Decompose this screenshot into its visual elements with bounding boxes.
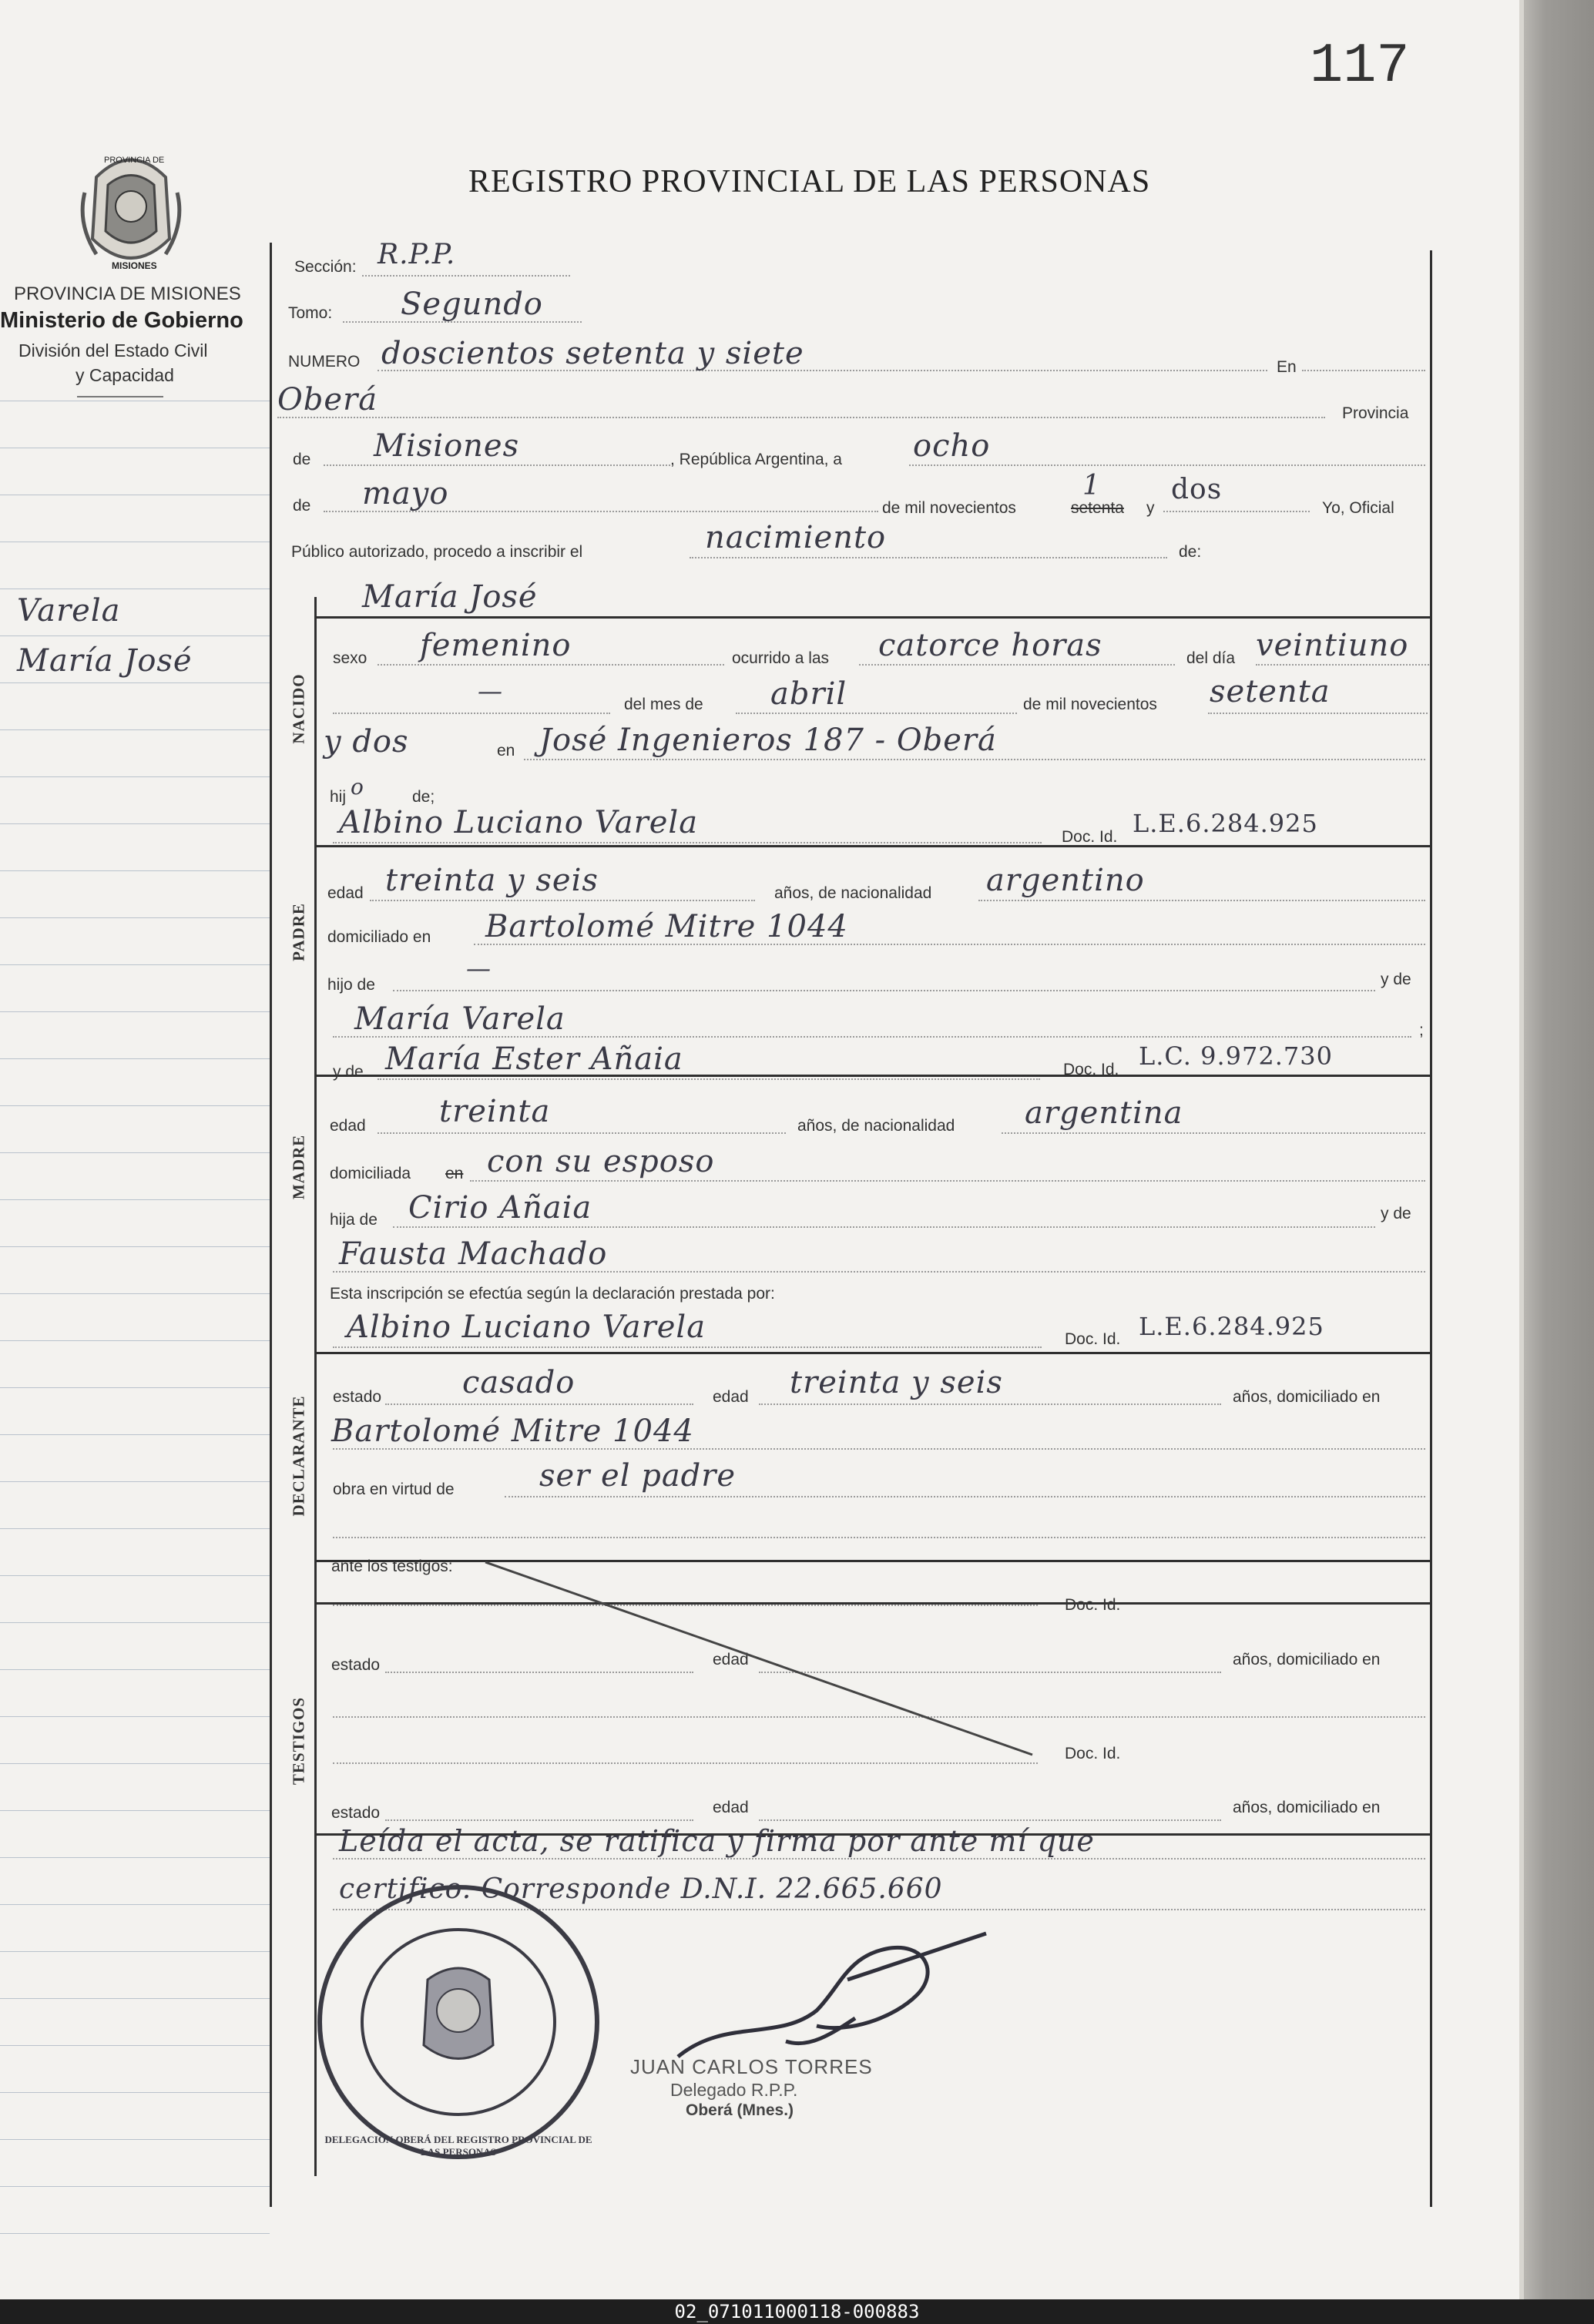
province-label: PROVINCIA DE MISIONES [14, 283, 241, 304]
label-en: En [1277, 358, 1297, 376]
margin-rule [0, 1622, 270, 1623]
label-semicolon: ; [1419, 1021, 1424, 1039]
margin-rule [0, 1951, 270, 1952]
rule-decl-top [314, 1352, 1430, 1354]
label-anos-dom-test1: años, domiciliado en [1233, 1651, 1381, 1668]
side-label-testigos: TESTIGOS [289, 1696, 308, 1786]
value-seccion: R.P.P. [378, 239, 456, 270]
value-madre-nombre: María Ester Añaia [385, 1041, 683, 1077]
label-seccion: Sección: [294, 258, 357, 276]
line-hija-de [393, 1226, 1375, 1228]
margin-rule [0, 1904, 270, 1905]
rule-nacido-top [314, 616, 1430, 619]
margin-rule [0, 1058, 270, 1059]
margin-rule [0, 2186, 270, 2187]
margin-rule [0, 1716, 270, 1717]
margin-rule [0, 2139, 270, 2140]
margin-rule [0, 1340, 270, 1341]
label-de-mil-2: de mil novecientos [1023, 696, 1157, 713]
line-padre-nombre [333, 842, 1042, 843]
value-anio-unit: dos [1171, 474, 1223, 505]
officer-role: Delegado R.P.P. [670, 2080, 798, 2100]
ledger-page-edge [1524, 0, 1594, 2299]
label-obra: obra en virtud de [333, 1481, 455, 1498]
margin-names: María José [17, 643, 193, 679]
page-number: 117 [1310, 35, 1410, 98]
value-numero: doscientos setenta y siete [381, 336, 804, 371]
line-test2-edad [759, 1819, 1221, 1821]
label-doc-id-padre: Doc. Id. [1062, 828, 1118, 846]
label-de-mil: de mil novecientos [882, 499, 1016, 517]
value-anio-dec: setenta [1071, 499, 1124, 517]
label-edad-decl: edad [713, 1388, 749, 1406]
line-padre-edad [370, 900, 755, 901]
value-padre-edad: treinta y seis [385, 863, 599, 898]
value-padre-hijo-de: — [466, 954, 492, 983]
value-anio-nac2: y dos [324, 724, 409, 760]
line-decl-obra [505, 1496, 1425, 1497]
margin-rule [0, 964, 270, 965]
label-ante: ante los testigos: [331, 1558, 453, 1575]
value-decl-nombre: Albino Luciano Varela [347, 1310, 706, 1345]
line-decl-estado [385, 1403, 693, 1405]
line-sexo [378, 664, 724, 666]
value-ciudad: Oberá [277, 382, 378, 418]
line-mes-nac [736, 713, 1017, 714]
value-dia: ocho [913, 428, 991, 464]
rule-padre-top [314, 845, 1430, 847]
label-y-de-padre: y de [1381, 971, 1411, 988]
value-madre-doc: L.C. 9.972.730 [1139, 1041, 1333, 1071]
closing-note-2: certifico. Corresponde D.N.I. 22.665.660 [339, 1873, 943, 1905]
label-en-lugar: en [497, 742, 515, 760]
value-decl-estado: casado [462, 1365, 576, 1400]
value-madre-madre: Fausta Machado [339, 1236, 608, 1272]
value-anio-nac1: setenta [1210, 674, 1331, 709]
margin-rule [0, 635, 270, 636]
margin-rule [0, 1105, 270, 1106]
label-de-1: de [293, 451, 311, 468]
cancellation-stroke [478, 1556, 1048, 1764]
margin-rule [0, 682, 270, 683]
value-provincia: Misiones [374, 428, 520, 464]
margin-surname: Varela [17, 593, 121, 629]
margin-rule [0, 1763, 270, 1764]
ministry-label: Ministerio de Gobierno [0, 308, 243, 333]
label-numero: NUMERO [288, 353, 361, 371]
label-anos-nac-padre: años, de nacionalidad [774, 884, 932, 902]
side-label-padre: PADRE [289, 903, 308, 961]
line-dia [909, 464, 1425, 466]
margin-rule [0, 1387, 270, 1388]
value-lugar-nac: José Ingenieros 187 - Oberá [539, 723, 997, 758]
value-nombre: María José [362, 579, 538, 615]
officer-place: Oberá (Mnes.) [686, 2101, 794, 2119]
label-y-de-madre-2: y de [1381, 1205, 1411, 1222]
label-ocurrido: ocurrido a las [732, 649, 830, 667]
margin-rule [0, 1246, 270, 1247]
value-madre-dom: con su esposo [487, 1144, 715, 1179]
value-dia-nac-dash: — [478, 676, 503, 706]
line-dia-cont [333, 713, 610, 714]
value-padre-doc: L.E.6.284.925 [1133, 809, 1318, 838]
label-del-dia: del día [1186, 649, 1236, 667]
label-de-semicolon: de; [412, 788, 435, 806]
margin-rule [0, 1434, 270, 1435]
margin-rule [0, 1528, 270, 1529]
official-round-stamp [312, 1880, 605, 2165]
line-madre-nac [1002, 1132, 1425, 1134]
margin-rule [0, 2233, 270, 2234]
line-anio-nac [1208, 713, 1428, 714]
line-padre-nac [978, 900, 1425, 901]
seal-arc-text: PROVINCIA DE [104, 156, 165, 165]
label-declaracion: Esta inscripción se efectúa según la declaración prestada por: [330, 1285, 775, 1303]
line-ciudad [277, 417, 1325, 418]
label-de-colon: de: [1179, 543, 1202, 561]
line-madre-edad [378, 1132, 786, 1134]
image-id-footer: 02_071011000118-000883 [0, 2299, 1594, 2324]
label-edad-madre: edad [330, 1117, 366, 1135]
margin-rule [0, 2045, 270, 2046]
label-y-de-madre: y de [333, 1063, 364, 1081]
value-anio-dec-correction: 1 [1082, 470, 1101, 501]
label-edad-test2: edad [713, 1799, 749, 1816]
line-decl-edad [759, 1403, 1221, 1405]
label-y: y [1146, 499, 1155, 517]
line-decl-nombre [333, 1346, 1042, 1348]
line-padre-madre [333, 1036, 1411, 1038]
value-decl-doc: L.E.6.284.925 [1139, 1312, 1324, 1341]
label-edad-padre: edad [327, 884, 364, 902]
label-del-mes: del mes de [624, 696, 703, 713]
margin-rule [0, 1575, 270, 1576]
label-hija-de: hija de [330, 1211, 378, 1229]
line-acto [690, 557, 1167, 558]
margin-rule [0, 1998, 270, 1999]
value-decl-dom: Bartolomé Mitre 1044 [331, 1414, 694, 1449]
value-padre-nombre: Albino Luciano Varela [339, 805, 699, 840]
line-seccion [362, 275, 570, 277]
page-title: REGISTRO PROVINCIAL DE LAS PERSONAS [468, 164, 1151, 200]
value-decl-edad: treinta y seis [790, 1365, 1003, 1400]
margin-rule [0, 870, 270, 871]
label-tomo: Tomo: [288, 304, 333, 322]
label-anos-dom-test2: años, domiciliado en [1233, 1799, 1381, 1816]
value-padre-dom: Bartolomé Mitre 1044 [485, 909, 848, 944]
label-domiciliada: domiciliada [330, 1165, 411, 1182]
label-edad-test1: edad [713, 1651, 749, 1668]
value-padre-nac: argentino [986, 863, 1145, 898]
line-decl-extra [333, 1537, 1425, 1538]
label-hijo-de: hijo de [327, 976, 375, 994]
line-anio-unit [1163, 511, 1310, 512]
margin-rule [0, 823, 270, 824]
line-hora [859, 664, 1175, 666]
label-doc-id-madre: Doc. Id. [1063, 1061, 1119, 1078]
label-sexo: sexo [333, 649, 367, 667]
margin-rule [0, 729, 270, 730]
margin-rule [0, 2092, 270, 2093]
label-provincia: Provincia [1342, 404, 1409, 422]
coat-of-arms-seal [73, 146, 189, 277]
line-lugar [524, 759, 1425, 760]
label-hij: hij [330, 788, 347, 806]
margin-rule [0, 1011, 270, 1012]
label-anos-nac-madre: años, de nacionalidad [797, 1117, 955, 1135]
division-label-2: y Capacidad [76, 365, 174, 385]
margin-rule [0, 1481, 270, 1482]
margin-rule [0, 1152, 270, 1153]
label-de-2: de [293, 497, 311, 515]
side-label-madre: MADRE [289, 1134, 308, 1200]
label-doc-id-decl: Doc. Id. [1065, 1330, 1121, 1348]
label-domiciliado-padre: domiciliado en [327, 928, 431, 946]
frame-left [270, 243, 272, 2207]
line-test2-estado [385, 1819, 693, 1821]
label-doc-id-test1: Doc. Id. [1065, 1596, 1121, 1614]
closing-note-1: Leída el acta, se ratifica y firma por ante mí que [339, 1824, 1095, 1858]
line-dia-nac [1256, 664, 1429, 666]
side-label-nacido: NACIDO [289, 673, 308, 744]
line-madre-madre [333, 1271, 1425, 1273]
frame-right [1430, 250, 1432, 2207]
label-estado-decl: estado [333, 1388, 382, 1406]
value-dia-nac: veintiuno [1256, 628, 1409, 663]
stamp-ring-text: DELEGACIÓN OBERÁ DEL REGISTRO PROVINCIAL DE LAS PERSONAS [324, 2134, 592, 2158]
label-anos-dom-decl: años, domiciliado en [1233, 1388, 1381, 1406]
line-madre-dom [470, 1180, 1425, 1182]
margin-rule [0, 1669, 270, 1670]
division-label-1: División del Estado Civil [18, 340, 208, 361]
margin-rule [0, 776, 270, 777]
label-yo-oficial: Yo, Oficial [1322, 499, 1394, 517]
value-tomo: Segundo [401, 287, 543, 322]
value-madre-edad: treinta [439, 1094, 551, 1129]
value-padre-madre: María Varela [354, 1001, 565, 1037]
margin-rule [0, 1199, 270, 1200]
value-decl-obra: ser el padre [539, 1458, 737, 1494]
label-republica: , República Argentina, a [670, 451, 842, 468]
value-hij-suffix: o [351, 774, 364, 800]
label-publico: Público autorizado, procedo a inscribir el [291, 543, 583, 561]
margin-rule [0, 1857, 270, 1858]
value-mes: mayo [362, 476, 449, 511]
value-hora: catorce horas [878, 628, 1102, 663]
header-rule [77, 396, 163, 397]
label-estado-test2: estado [331, 1804, 381, 1822]
value-mes-nac: abril [770, 676, 847, 712]
label-en-struck: en [445, 1165, 464, 1182]
value-madre-nac: argentina [1025, 1095, 1183, 1131]
line-madre-nombre [378, 1078, 1040, 1080]
line-decl-dom [333, 1448, 1425, 1450]
seal-bottom-text: MISIONES [112, 260, 157, 271]
line-en [1302, 370, 1425, 371]
margin-rule [0, 1810, 270, 1811]
margin-rule [0, 917, 270, 918]
officer-name: JUAN CARLOS TORRES [630, 2055, 873, 2078]
value-acto: nacimiento [705, 520, 887, 555]
value-madre-padre: Ciriο Añaia [408, 1190, 592, 1226]
label-estado-test1: estado [331, 1656, 381, 1674]
margin-rule [0, 1293, 270, 1294]
line-note1 [333, 1858, 1425, 1860]
side-label-declarante: DECLARANTE [289, 1395, 308, 1517]
line-provincia [324, 464, 670, 466]
label-doc-id-test2: Doc. Id. [1065, 1745, 1121, 1762]
value-sexo: femenino [420, 628, 572, 663]
line-hijo-de [393, 990, 1375, 991]
